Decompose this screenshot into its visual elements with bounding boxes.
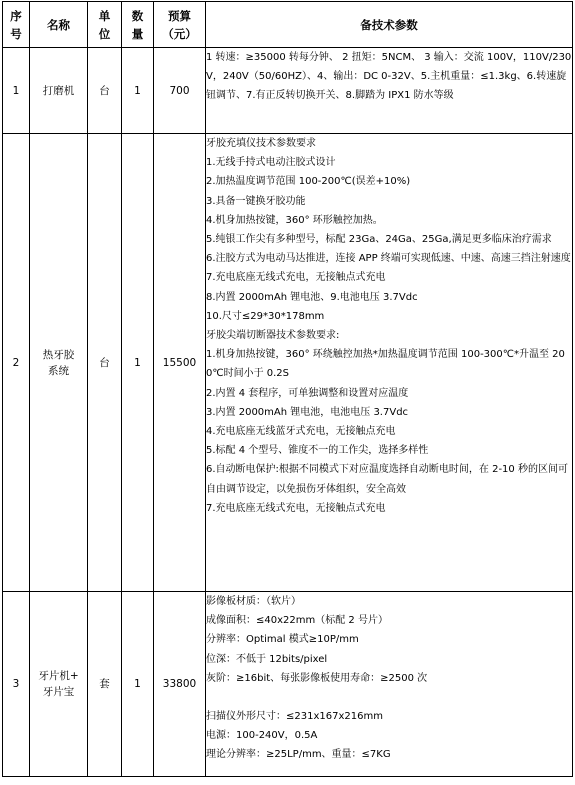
table-row: [3, 592, 573, 777]
spec-line: 2.加热温度调节范围 100-200℃(误差+10%): [206, 176, 411, 188]
header-qty: 数 量: [122, 2, 154, 48]
row-qty: 1: [122, 48, 154, 134]
spec-line: 影像板材质：（软片）: [206, 596, 301, 607]
spec-line: 8.内置 2000mAh 锂电池、9.电池电压 3.7Vdc: [206, 291, 418, 303]
spec-line: 1.机身加热按键，360° 环绕触控加热*加热温度调节范围 100-300℃*升温至 200℃时间小于 0.2S: [206, 349, 565, 380]
row-name: 牙片机+ 牙片宝: [30, 592, 88, 777]
spec-table: [2, 1, 573, 777]
header-unit: 单 位: [88, 2, 122, 48]
spec-line: 7.充电底座无线式充电，无接触点式充电: [206, 272, 386, 284]
row-unit: 台: [88, 48, 122, 134]
spec-line: 牙胶尖端切断器技术参数要求:: [206, 330, 340, 342]
spec-line: 分辨率：Optimal 模式≥10P/mm: [206, 634, 359, 646]
row-name: 打磨机: [30, 48, 88, 134]
header-row: [3, 2, 573, 48]
row-unit: 台: [88, 134, 122, 592]
spec-line: 5.纯银工作尖有多种型号，标配 23Ga、24Ga、25Ga,满足更多临床治疗需求: [206, 234, 552, 246]
spec-line: 电源：100-240V，0.5A: [206, 730, 318, 742]
header-name: 名称: [30, 2, 88, 48]
table-row: [3, 48, 573, 134]
spec-line: 牙胶充填仪技术参数要求: [206, 138, 316, 149]
spec-line: 6.注胶方式为电动马达推进，连接 APP 终端可实现低速、中速、高速三挡注射速度: [206, 253, 571, 265]
row-no: 1: [3, 48, 30, 134]
header-spec: 备技术参数: [206, 2, 573, 48]
spec-line: 理论分辨率：≥25LP/mm、重量：≤7KG: [206, 749, 391, 761]
row-spec: [206, 48, 573, 134]
spec-line: 7.充电底座无线式充电，无接触点式充电: [206, 502, 386, 514]
spec-line: 灰阶：≥16bit、每张影像板使用寿命：≥2500 次: [206, 672, 428, 684]
header-no: 序 号: [3, 2, 30, 48]
row-qty: 1: [122, 134, 154, 592]
row-qty: 1: [122, 592, 154, 777]
spec-line: 3.内置 2000mAh 锂电池，电池电压 3.7Vdc: [206, 406, 409, 418]
spec-line: 位深：不低于 12bits/pixel: [206, 653, 328, 665]
spec-line: 成像面积：≤40x22mm（标配 2 号片）: [206, 615, 388, 627]
row-spec: [206, 592, 573, 777]
spec-line: 5.标配 4 个型号、锥度不一的工作尖，选择多样性: [206, 445, 429, 457]
row-name: 热牙胶 系统: [30, 134, 88, 592]
row-no: 2: [3, 134, 30, 592]
spec-line: 4.充电底座无线蓝牙式充电，无接触点充电: [206, 426, 396, 438]
row-budget: 33800: [154, 592, 206, 777]
spec-line: 4.机身加热按键，360° 环形触控加热。: [206, 214, 383, 226]
spec-line: 2.内置 4 套程序，可单独调整和设置对应温度: [206, 387, 409, 399]
spec-line: 10.尺寸≤29*30*178mm: [206, 310, 325, 322]
row-no: 3: [3, 592, 30, 777]
spec-line: 1.无线手持式电动注胶式设计: [206, 157, 336, 169]
table-row: [3, 134, 573, 592]
spec-line: 1 转速：≥35000 转每分钟、 2 扭矩：5NCM、 3 输入：交流 100V，110V/230V，240V（50/60HZ）、4、输出：DC 0-32V、5.主机重量：≤1.3kg、6.转速旋钮调节、7.有正反转切换开关、8.脚踏为 IPX1 防水等级: [206, 52, 572, 102]
spec-line: 6.自动断电保护:根据不同模式下对应温度选择自动断电时间，在 2-10 秒的区间可自由调节设定，以免损伤牙体组织，安全高效: [206, 464, 568, 495]
row-unit: 套: [88, 592, 122, 777]
spec-line: 3.具备一键换牙胶功能: [206, 195, 306, 207]
spec-line: 扫描仪外形尺寸：≤231x167x216mm: [206, 711, 383, 723]
row-budget: 700: [154, 48, 206, 134]
row-budget: 15500: [154, 134, 206, 592]
header-budget: 预算 （元）: [154, 2, 206, 48]
row-spec: [206, 134, 573, 592]
